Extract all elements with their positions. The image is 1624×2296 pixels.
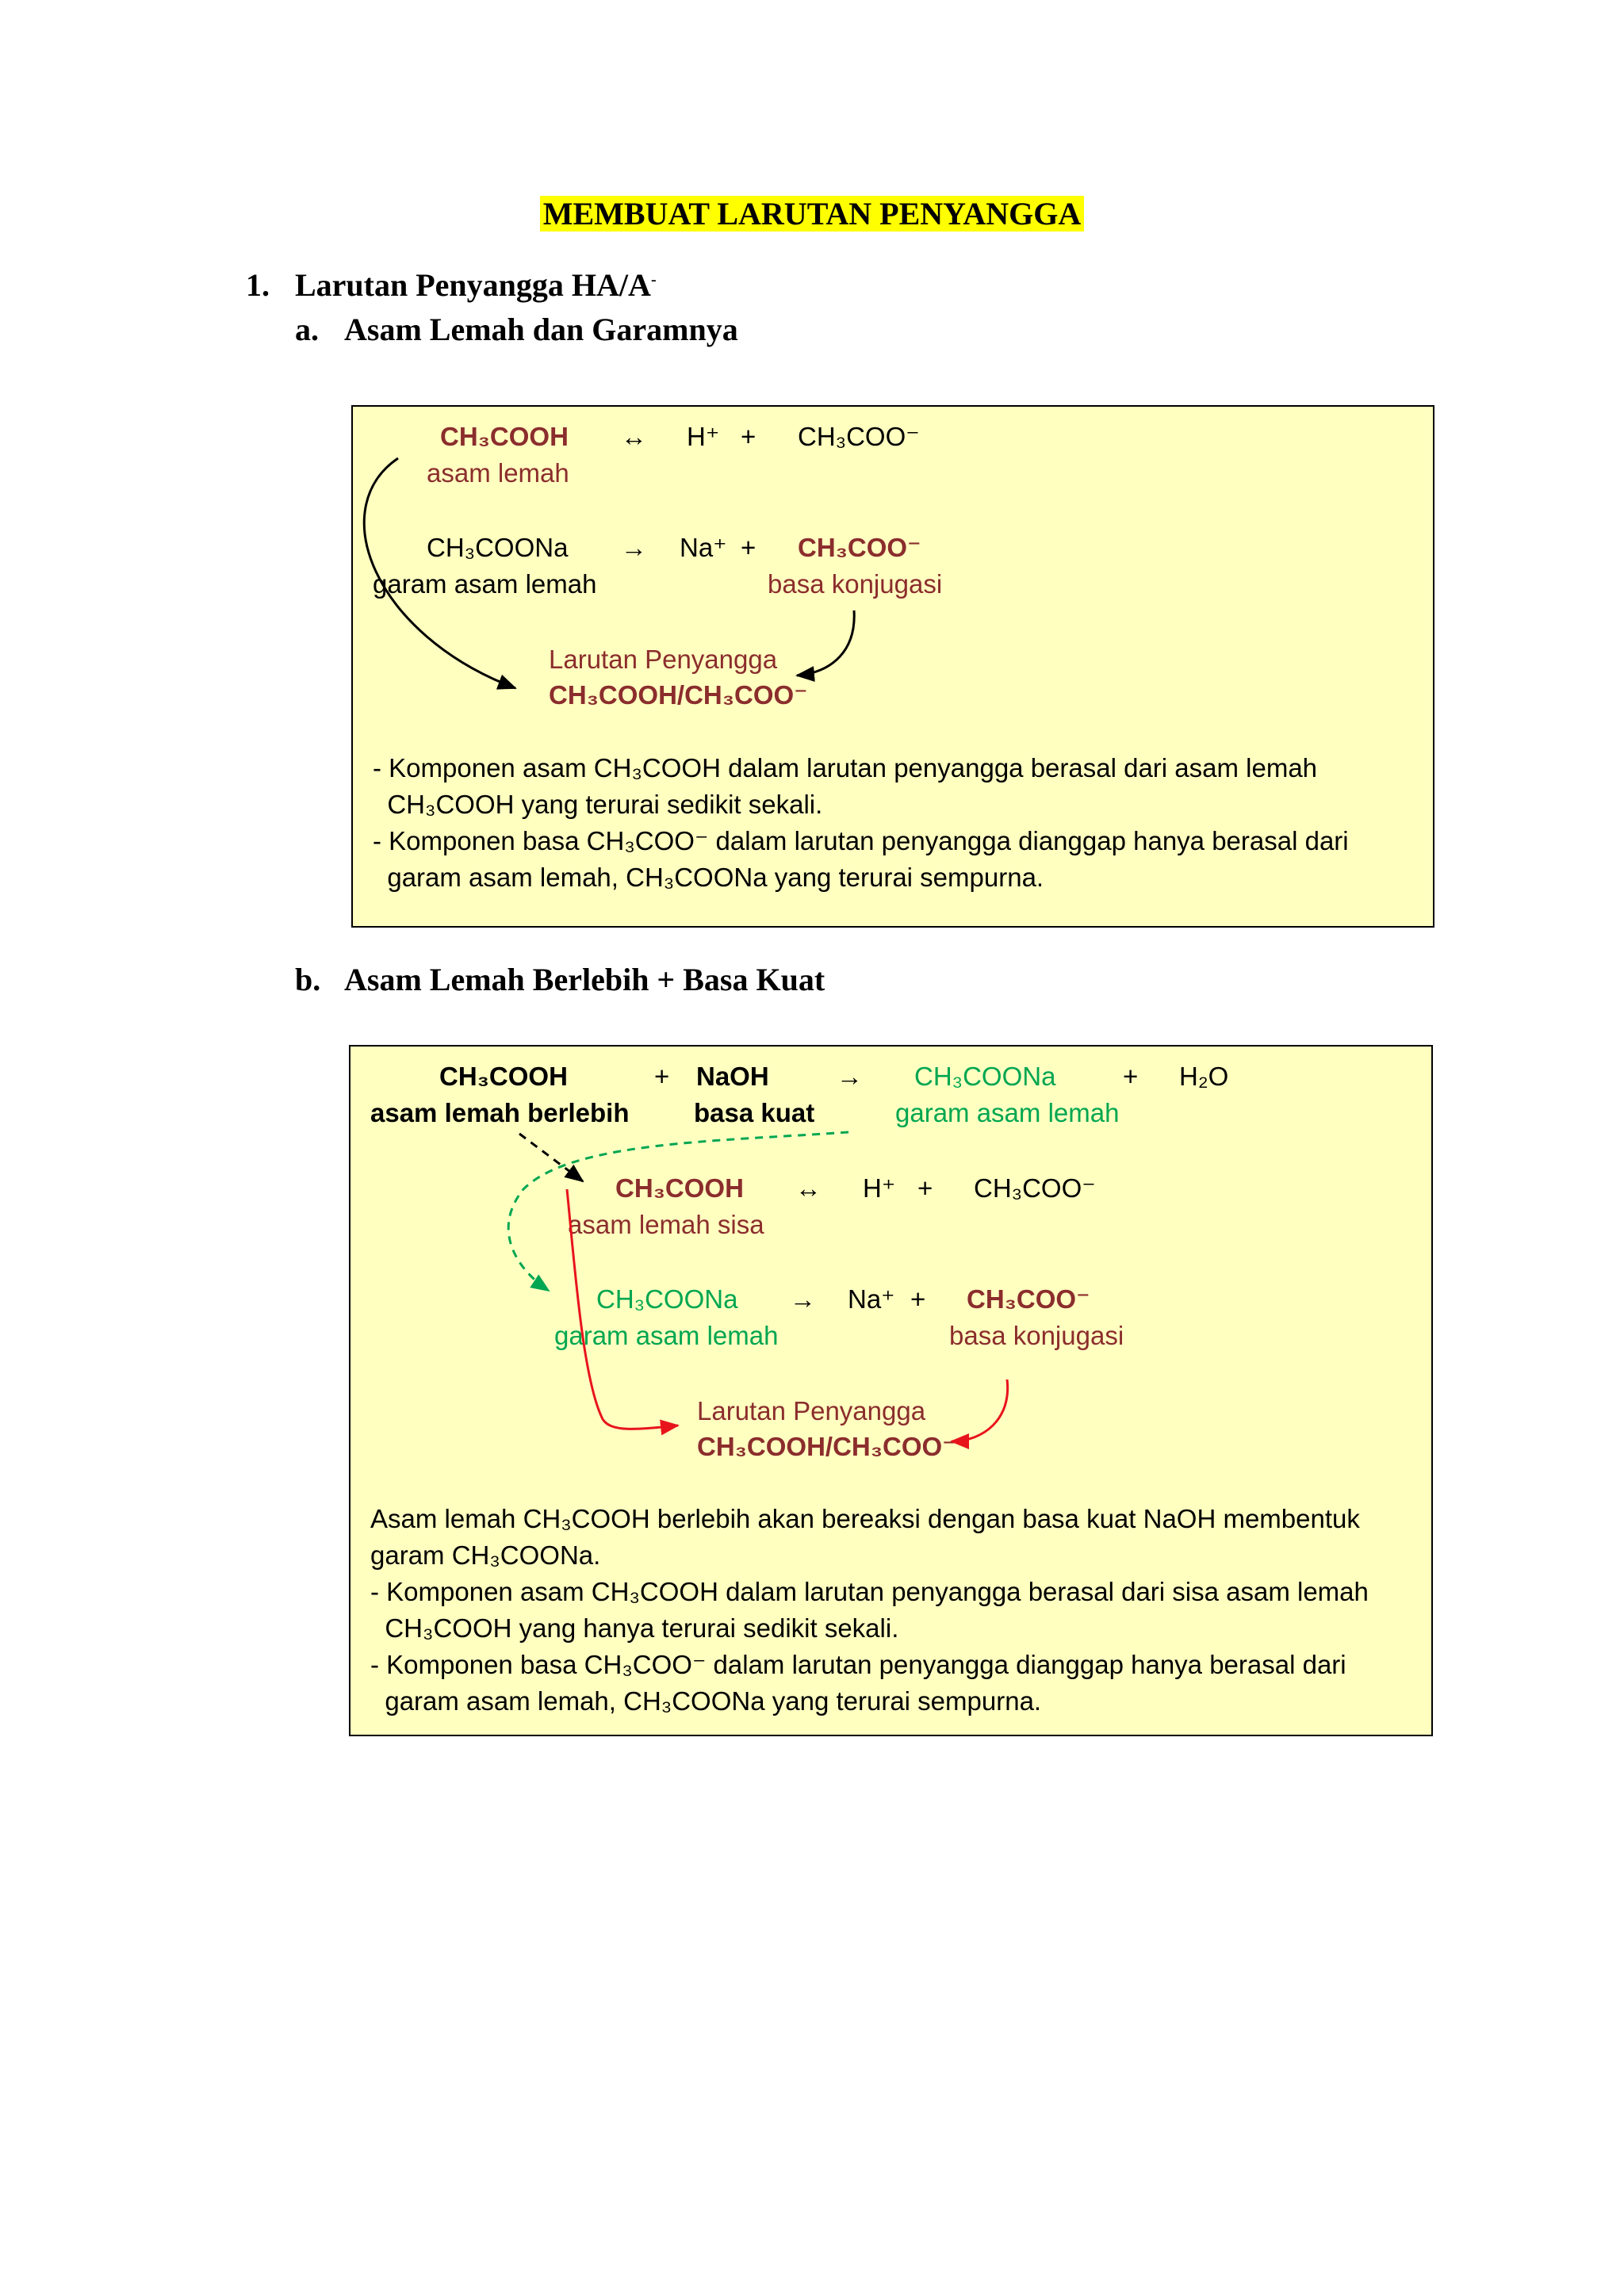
page-title: MEMBUAT LARUTAN PENYANGGA [0, 195, 1624, 232]
a-eq1-reactant-label: asam lemah [427, 458, 569, 488]
b-note-line-1: Asam lemah CH₃COOH berlebih akan bereaksi dengan basa kuat NaOH membentuk [370, 1504, 1360, 1533]
subsection-b-heading: Asam Lemah Berlebih + Basa Kuat [344, 962, 825, 997]
b-eq0-p1: CH₃COONa [914, 1062, 1056, 1091]
a-eq2-p2-label: basa konjugasi [768, 569, 943, 599]
a-eq2-reactant-label: garam asam lemah [373, 569, 597, 599]
b-eq0-r1: CH₃COOH [439, 1062, 568, 1091]
a-eq1-reactant: CH₃COOH [440, 422, 569, 451]
b-note-line-3: - Komponen asam CH₃COOH dalam larutan penyangga berasal dari sisa asam lemah [370, 1577, 1369, 1606]
a-note-line-3: - Komponen basa CH₃COO⁻ dalam larutan penyangga dianggap hanya berasal dari [373, 826, 1349, 855]
b-eq2-p1: Na⁺ [848, 1284, 895, 1314]
a-eq2-arrow: → [621, 533, 647, 562]
a-result-formula: CH₃COOH/CH₃COO⁻ [549, 680, 808, 710]
b-eq2-p2-label: basa konjugasi [949, 1321, 1124, 1350]
b-eq0-r1-label: asam lemah berlebih [370, 1098, 630, 1127]
b-eq1-p1: H⁺ [863, 1173, 896, 1203]
b-result-formula: CH₃COOH/CH₃COO⁻ [697, 1432, 956, 1461]
section-number: 1. [246, 267, 270, 303]
a-note-line-1: - Komponen asam CH₃COOH dalam larutan penyangga berasal dari asam lemah [373, 753, 1318, 783]
subsection-b-letter: b. [295, 962, 321, 997]
b-eq2-arrow: → [790, 1284, 816, 1314]
b-eq1-plus: + [917, 1173, 933, 1203]
b-eq2-reactant: CH₃COONa [596, 1284, 738, 1314]
b-eq2-reactant-label: garam asam lemah [554, 1321, 779, 1350]
a-eq1-arrow: ↔ [621, 422, 647, 451]
subsection-a-letter: a. [295, 312, 319, 347]
b-eq1-reactant: CH₃COOH [615, 1173, 744, 1203]
b-eq0-p1-label: garam asam lemah [895, 1098, 1120, 1127]
subsection-a-heading: Asam Lemah dan Garamnya [344, 312, 738, 347]
b-note-line-5: - Komponen basa CH₃COO⁻ dalam larutan penyangga dianggap hanya berasal dari [370, 1650, 1346, 1679]
b-eq1-arrow: ↔ [795, 1173, 822, 1203]
a-eq1-p1: H⁺ [687, 422, 720, 451]
b-note-line-6: garam asam lemah, CH₃COONa yang terurai sempurna. [370, 1686, 1042, 1716]
b-eq0-r2: NaOH [696, 1062, 769, 1091]
b-eq2-plus: + [910, 1284, 926, 1314]
b-note-line-4: CH₃COOH yang hanya terurai sedikit sekali. [370, 1613, 899, 1643]
b-eq0-plus2: + [1123, 1062, 1139, 1091]
a-eq1-p2: CH₃COO⁻ [798, 422, 920, 451]
b-eq0-r2-label: basa kuat [694, 1098, 815, 1127]
b-eq0-p2: H₂O [1179, 1062, 1229, 1091]
section-heading: Larutan Penyangga HA/A- [295, 267, 657, 303]
a-eq2-p2: CH₃COO⁻ [798, 533, 921, 562]
a-note-line-2: CH₃COOH yang terurai sedikit sekali. [373, 790, 823, 819]
b-eq0-arrow: → [837, 1062, 863, 1091]
b-eq1-p2: CH₃COO⁻ [974, 1173, 1096, 1203]
b-eq1-reactant-label: asam lemah sisa [568, 1210, 764, 1239]
b-eq2-p2: CH₃COO⁻ [967, 1284, 1090, 1314]
a-eq2-reactant: CH₃COONa [427, 533, 569, 562]
a-result-label: Larutan Penyangga [549, 645, 778, 674]
a-eq2-p1: Na⁺ [680, 533, 727, 562]
a-eq1-plus: + [741, 422, 756, 451]
b-note-line-2: garam CH₃COONa. [370, 1540, 601, 1570]
b-eq0-plus1: + [654, 1062, 670, 1091]
a-note-line-4: garam asam lemah, CH₃COONa yang terurai sempurna. [373, 863, 1044, 892]
b-result-label: Larutan Penyangga [697, 1396, 926, 1425]
a-eq2-plus: + [741, 533, 756, 562]
